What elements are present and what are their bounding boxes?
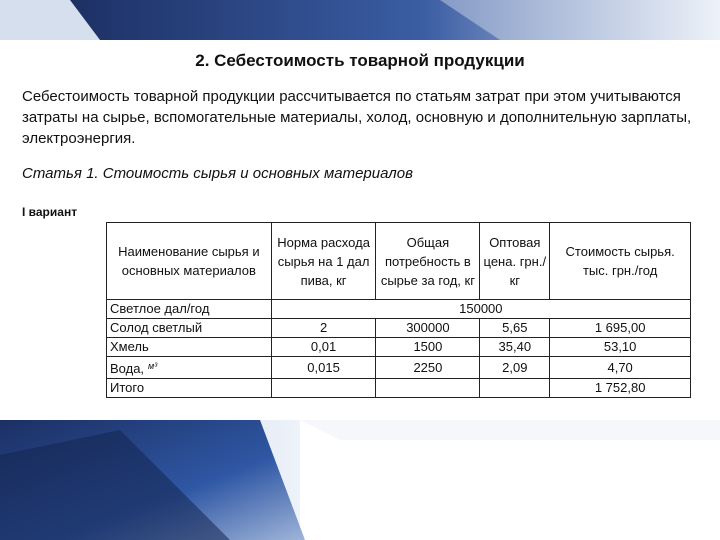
cell-name: Хмель (107, 338, 272, 357)
table-row (107, 357, 691, 379)
cell-norm: 0,01 (271, 338, 376, 357)
unit-label: м³ (148, 361, 158, 371)
empty-cell (376, 379, 480, 398)
header-cost: Стоимость сырья. тыс. грн./год (550, 223, 691, 300)
intro-paragraph: Себестоимость товарной продукции рассчитывается по статьям затрат при этом учитываются затраты на сырье, вспомогательные материалы, холод, основную и дополнительную зарплаты, электроэнергия. (22, 88, 692, 147)
footer-decoration (0, 420, 720, 540)
cell-need: 1500 (376, 338, 480, 357)
cell-cost: 53,10 (550, 338, 691, 357)
cell-name: Вода, (110, 361, 145, 376)
table-row (107, 338, 691, 357)
cell-cost: 1 695,00 (550, 319, 691, 338)
cell-price: 5,65 (480, 319, 550, 338)
header-price: Оптовая цена. грн./кг (480, 223, 550, 300)
total-cost: 1 752,80 (550, 379, 691, 398)
empty-cell (271, 379, 376, 398)
table-header-row (107, 223, 691, 300)
header-need: Общая потребность в сырье за год, кг (376, 223, 480, 300)
table-row (107, 319, 691, 338)
light-beer-label: Светлое дал/год (107, 300, 272, 319)
article-heading: Статья 1. Стоимость сырья и основных материалов (22, 165, 413, 182)
total-label: Итого (107, 379, 272, 398)
cell-name: Солод светлый (107, 319, 272, 338)
header-decoration (0, 0, 720, 40)
cell-norm: 2 (271, 319, 376, 338)
cell-norm: 0,015 (271, 357, 376, 379)
cell-need: 300000 (376, 319, 480, 338)
header-material-name: Наименование сырья и основных материалов (107, 223, 272, 300)
variant-label: I вариант (22, 205, 78, 219)
cell-price: 2,09 (480, 357, 550, 379)
cell-cost: 4,70 (550, 357, 691, 379)
raw-materials-table (106, 222, 691, 398)
empty-cell (480, 379, 550, 398)
table-row-light-beer (107, 300, 691, 319)
light-beer-value: 150000 (271, 300, 690, 319)
page-title: 2. Себестоимость товарной продукции (195, 51, 525, 70)
header-norm: Норма расхода сырья на 1 дал пива, кг (271, 223, 376, 300)
table-row-total (107, 379, 691, 398)
cell-price: 35,40 (480, 338, 550, 357)
cell-name-with-unit (107, 357, 272, 379)
cell-need: 2250 (376, 357, 480, 379)
